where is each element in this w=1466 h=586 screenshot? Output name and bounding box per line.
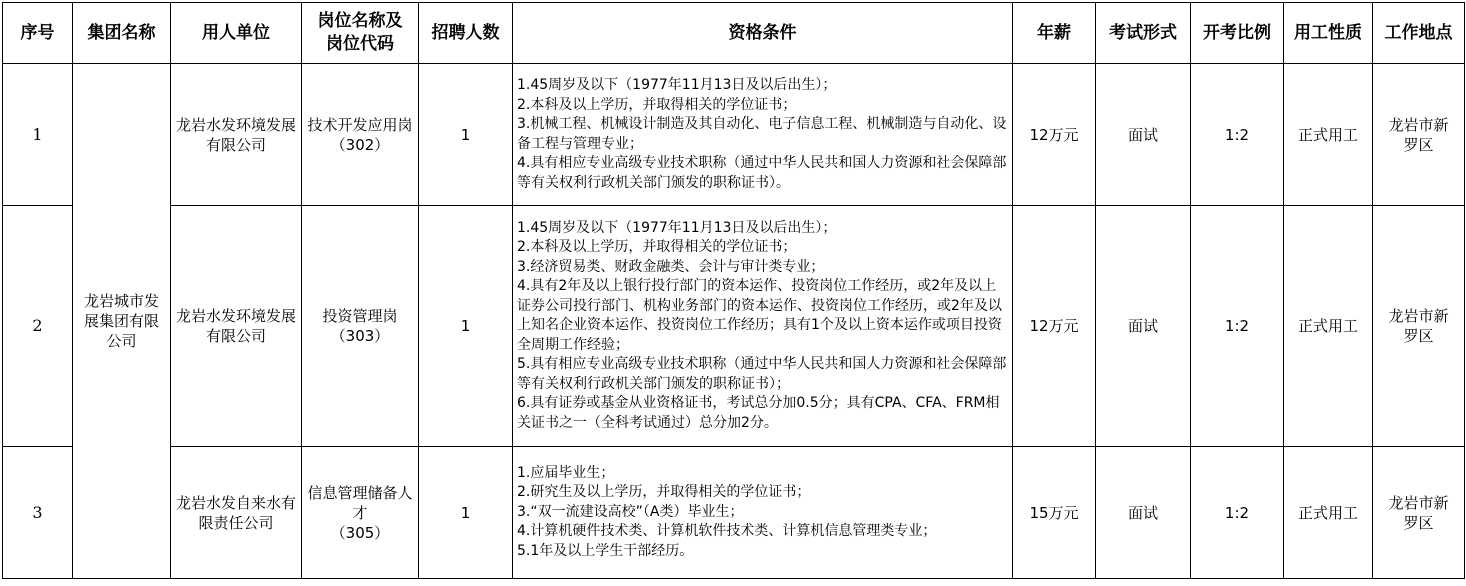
location-cell: 龙岩市新罗区: [1373, 447, 1465, 579]
requirements-cell: [513, 447, 1013, 579]
requirement-item: 1.45周岁及以下（1977年11月13日及以后出生）；: [517, 219, 837, 236]
requirement-item: 3.经济贸易类、财政金融类、会计与审计类专业；: [517, 258, 825, 275]
requirement-item: 1.应届毕业生；: [517, 464, 615, 481]
count-cell: 1: [419, 206, 513, 447]
position-code: （305）: [330, 523, 390, 542]
header-row: [3, 3, 1465, 64]
salary-cell: 12万元: [1013, 206, 1096, 447]
location-cell: 龙岩市新罗区: [1373, 64, 1465, 206]
requirement-item: 4.具有2年及以上银行投行部门的资本运作、投资岗位工作经历，或2年及以上证券公司投行部门、机构业务部门的资本运作、投资岗位工作经历，或2年及以上知名企业资本运作、投资岗位工作经历；具有1个及以上资本运作或项目投资全周期工作经验；: [517, 278, 1002, 353]
requirement-item: 2.本科及以上学历，并取得相关的学位证书；: [517, 96, 797, 113]
header-salary: 年薪: [1013, 3, 1096, 64]
requirement-item: 2.本科及以上学历，并取得相关的学位证书；: [517, 239, 797, 256]
ratio-cell: 1:2: [1191, 206, 1284, 447]
ratio-cell: 1:2: [1191, 447, 1284, 579]
requirement-item: 3.“双一流建设高校”（A类）毕业生；: [517, 503, 744, 520]
position-code: （302）: [330, 135, 390, 154]
requirement-item: 1.45周岁及以下（1977年11月13日及以后出生）；: [517, 77, 837, 93]
header-employer: 用人单位: [171, 3, 302, 64]
salary-cell: 12万元: [1013, 64, 1096, 206]
group-name-cell: 龙岩城市发展集团有限公司: [73, 64, 171, 579]
exam-cell: 面试: [1096, 64, 1191, 206]
header-position: 岗位名称及岗位代码: [302, 3, 419, 64]
requirement-item: 2.研究生及以上学历，并取得相关的学位证书；: [517, 484, 811, 501]
seq-cell: 3: [3, 447, 73, 579]
position-name: 信息管理储备人才: [307, 483, 413, 522]
seq-cell: 2: [3, 206, 73, 447]
header-location: 工作地点: [1373, 3, 1465, 64]
requirement-item: 4.具有相应专业高级专业技术职称（通过中华人民共和国人力资源和社会保障部等有关权利行政机关部门颁发的职称证书）。: [517, 155, 1007, 191]
salary-cell: 15万元: [1013, 447, 1096, 579]
table-row: [3, 64, 1465, 206]
nature-cell: 正式用工: [1284, 64, 1373, 206]
header-exam: 考试形式: [1096, 3, 1191, 64]
count-cell: 1: [419, 64, 513, 206]
position-cell: [302, 206, 419, 447]
header-count: 招聘人数: [419, 3, 513, 64]
employer-cell: 龙岩水发环境发展有限公司: [171, 64, 302, 206]
table-row: [3, 206, 1465, 447]
header-seq: 序号: [3, 3, 73, 64]
seq-cell: 1: [3, 64, 73, 206]
table-row: [3, 447, 1465, 579]
requirements-cell: [513, 64, 1013, 206]
requirements-cell: [513, 206, 1013, 447]
exam-cell: 面试: [1096, 206, 1191, 447]
position-cell: [302, 447, 419, 579]
requirement-item: 6.具有证券或基金从业资格证书，考试总分加0.5分；具有CPA、CFA、FRM相关证书之一（全科考试通过）总分加2分。: [517, 395, 1000, 431]
header-requirements: 资格条件: [513, 3, 1013, 64]
requirement-item: 5.1年及以上学生干部经历。: [517, 542, 694, 559]
position-name: 技术开发应用岗: [307, 115, 413, 134]
exam-cell: 面试: [1096, 447, 1191, 579]
requirement-item: 4.计算机硬件技术类、计算机软件技术类、计算机信息管理类专业；: [517, 523, 937, 540]
requirement-item: 3.机械工程、机械设计制造及其自动化、电子信息工程、机械制造与自动化、设备工程与管理专业；: [517, 116, 1007, 152]
location-cell: 龙岩市新罗区: [1373, 206, 1465, 447]
header-nature: 用工性质: [1284, 3, 1373, 64]
header-ratio: 开考比例: [1191, 3, 1284, 64]
employer-cell: 龙岩水发自来水有限责任公司: [171, 447, 302, 579]
nature-cell: 正式用工: [1284, 447, 1373, 579]
requirement-item: 5.具有相应专业高级专业技术职称（通过中华人民共和国人力资源和社会保障部等有关权利行政机关部门颁发的职称证书）；: [517, 356, 1007, 392]
header-group: 集团名称: [73, 3, 171, 64]
position-code: （303）: [330, 327, 390, 345]
position-cell: [302, 64, 419, 206]
employer-cell: 龙岩水发环境发展有限公司: [171, 206, 302, 447]
count-cell: 1: [419, 447, 513, 579]
recruitment-table: [2, 2, 1465, 579]
ratio-cell: 1:2: [1191, 64, 1284, 206]
position-name: 投资管理岗: [322, 307, 398, 325]
nature-cell: 正式用工: [1284, 206, 1373, 447]
